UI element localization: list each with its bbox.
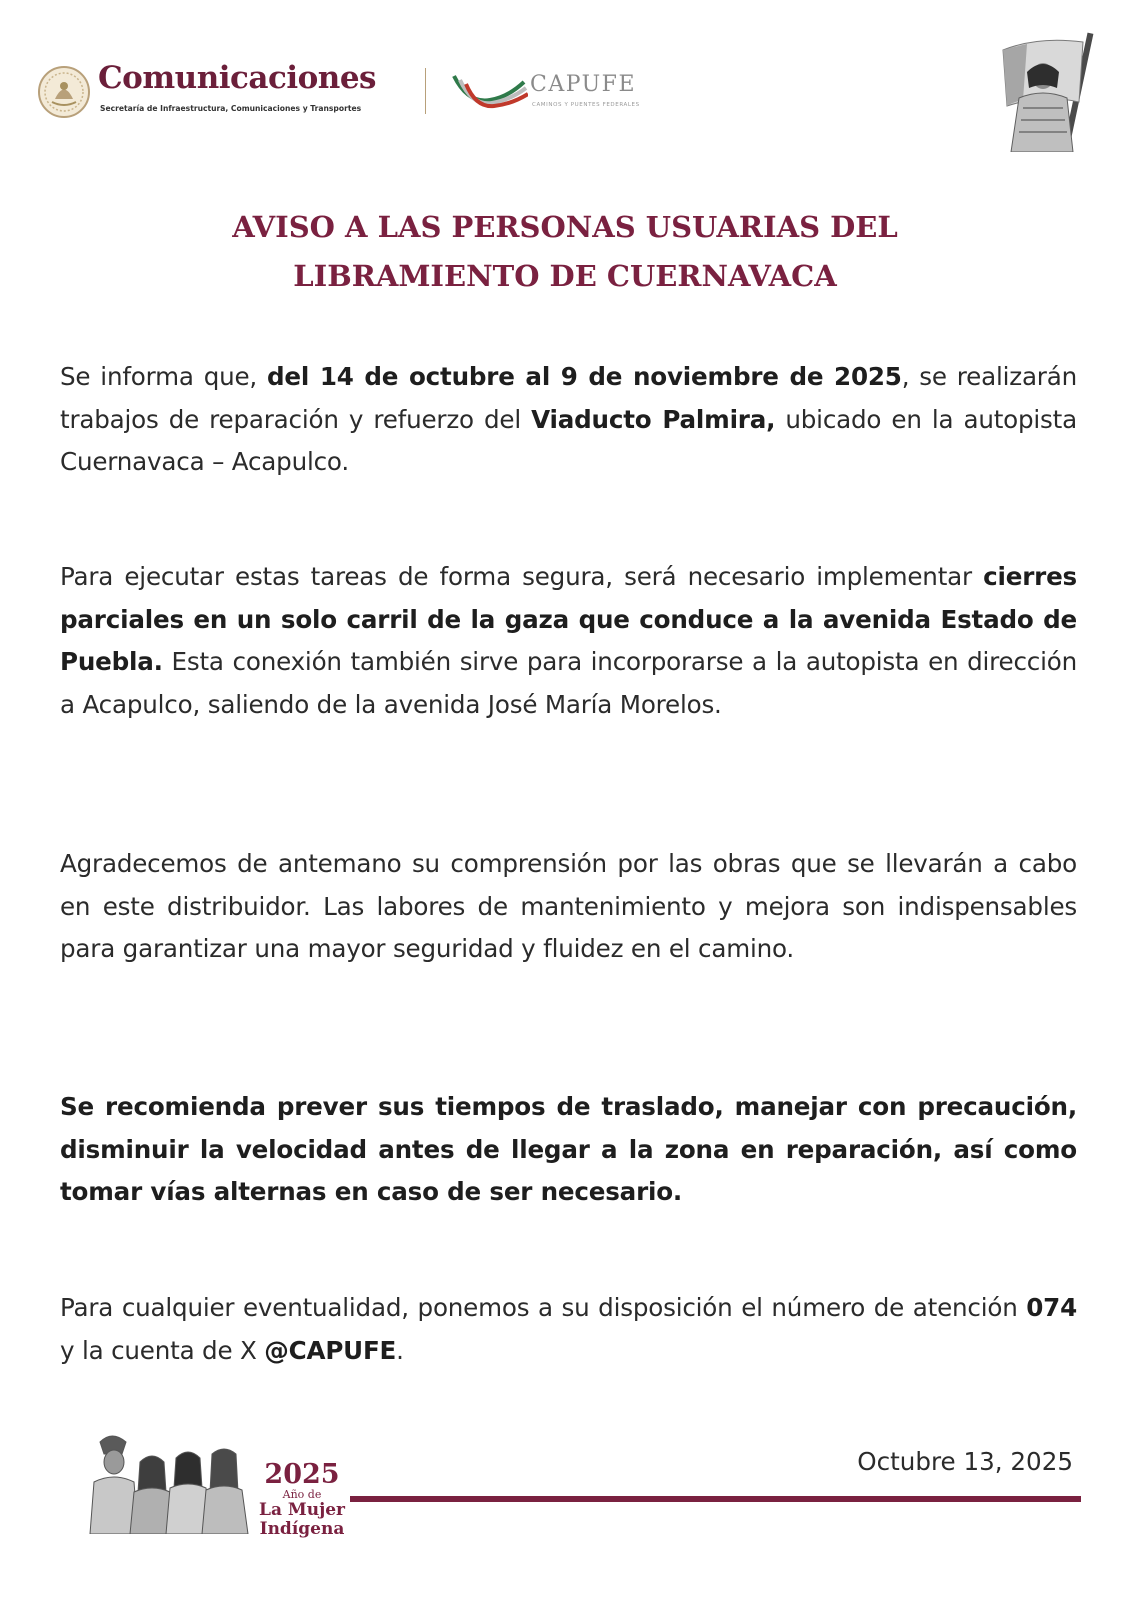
agency-name: CAPUFE: [530, 72, 637, 97]
notice-date: Octubre 13, 2025: [857, 1447, 1073, 1476]
text: Se informa que,: [60, 362, 268, 391]
header-divider: [425, 68, 426, 114]
indigenous-women-illustration-icon: [82, 1432, 254, 1534]
text: ubicado en la autopista Cuernavaca – Acapulco.: [60, 404, 1077, 476]
notice-title-line-1: AVISO A LAS PERSONAS USUARIAS DEL: [232, 210, 898, 244]
x-account-handle: @CAPUFE: [264, 1335, 397, 1365]
letterhead: [0, 0, 1133, 160]
text: .: [396, 1335, 404, 1365]
paragraph-recommendation: Se recomienda prever sus tiempos de traslado, manejar con precaución, disminuir la velocidad antes de llegar a la zona en reparación, así como tomar vías alternas en caso de ser necesario.: [60, 1092, 1077, 1206]
text: Esta conexión también sirve para incorporarse a la autopista en dirección a Acapulco, saliendo de la avenida José María Morelos.: [60, 647, 1077, 719]
phone-number: 074: [1026, 1293, 1077, 1322]
closure-detail: cierres parciales en un solo carril de la gaza que conduce a la avenida Estado de Puebla.: [60, 562, 1077, 676]
viaduct-name: Viaducto Palmira,: [531, 404, 776, 434]
ministry-title: Comunicaciones: [98, 60, 377, 96]
text: y la cuenta de X: [60, 1335, 265, 1365]
paragraph-dates: [60, 356, 1077, 484]
notice-title: [60, 203, 1070, 301]
year-number: 2025: [264, 1459, 340, 1490]
paragraph-contact: [60, 1287, 1077, 1372]
year-of-indigenous-woman-logo: [256, 1461, 348, 1539]
capufe-logo-icon: [450, 70, 528, 112]
text: Para cualquier eventualidad, ponemos a su disposición el número de atención: [60, 1293, 1027, 1322]
footer-rule: [350, 1496, 1081, 1502]
notice-title-line-2: LIBRAMIENTO DE CUERNAVACA: [293, 259, 837, 293]
ministry-subtitle: Secretaría de Infraestructura, Comunicaciones y Transportes: [100, 104, 362, 113]
date-range: del 14 de octubre al 9 de noviembre de 2025: [267, 362, 902, 391]
year-caption-2: La Mujer: [259, 1500, 345, 1520]
heroine-flag-illustration-icon: [983, 32, 1095, 152]
year-caption-1: Año de: [282, 1488, 322, 1501]
paragraph-thanks: Agradecemos de antemano su comprensión por las obras que se llevarán a cabo en este distribuidor. Las labores de mantenimiento y mejora son indispensables para garantizar una mayor seguridad y fluidez en el camino.: [60, 849, 1077, 963]
year-caption-3: Indígena: [259, 1519, 345, 1539]
agency-subtitle: CAMINOS Y PUENTES FEDERALES: [532, 102, 640, 108]
paragraph-closures: [60, 556, 1077, 726]
national-seal-icon: [38, 66, 90, 118]
text: Para ejecutar estas tareas de forma segura, será necesario implementar: [60, 562, 984, 591]
text: , se realizarán trabajos de reparación y refuerzo del: [60, 362, 1077, 434]
